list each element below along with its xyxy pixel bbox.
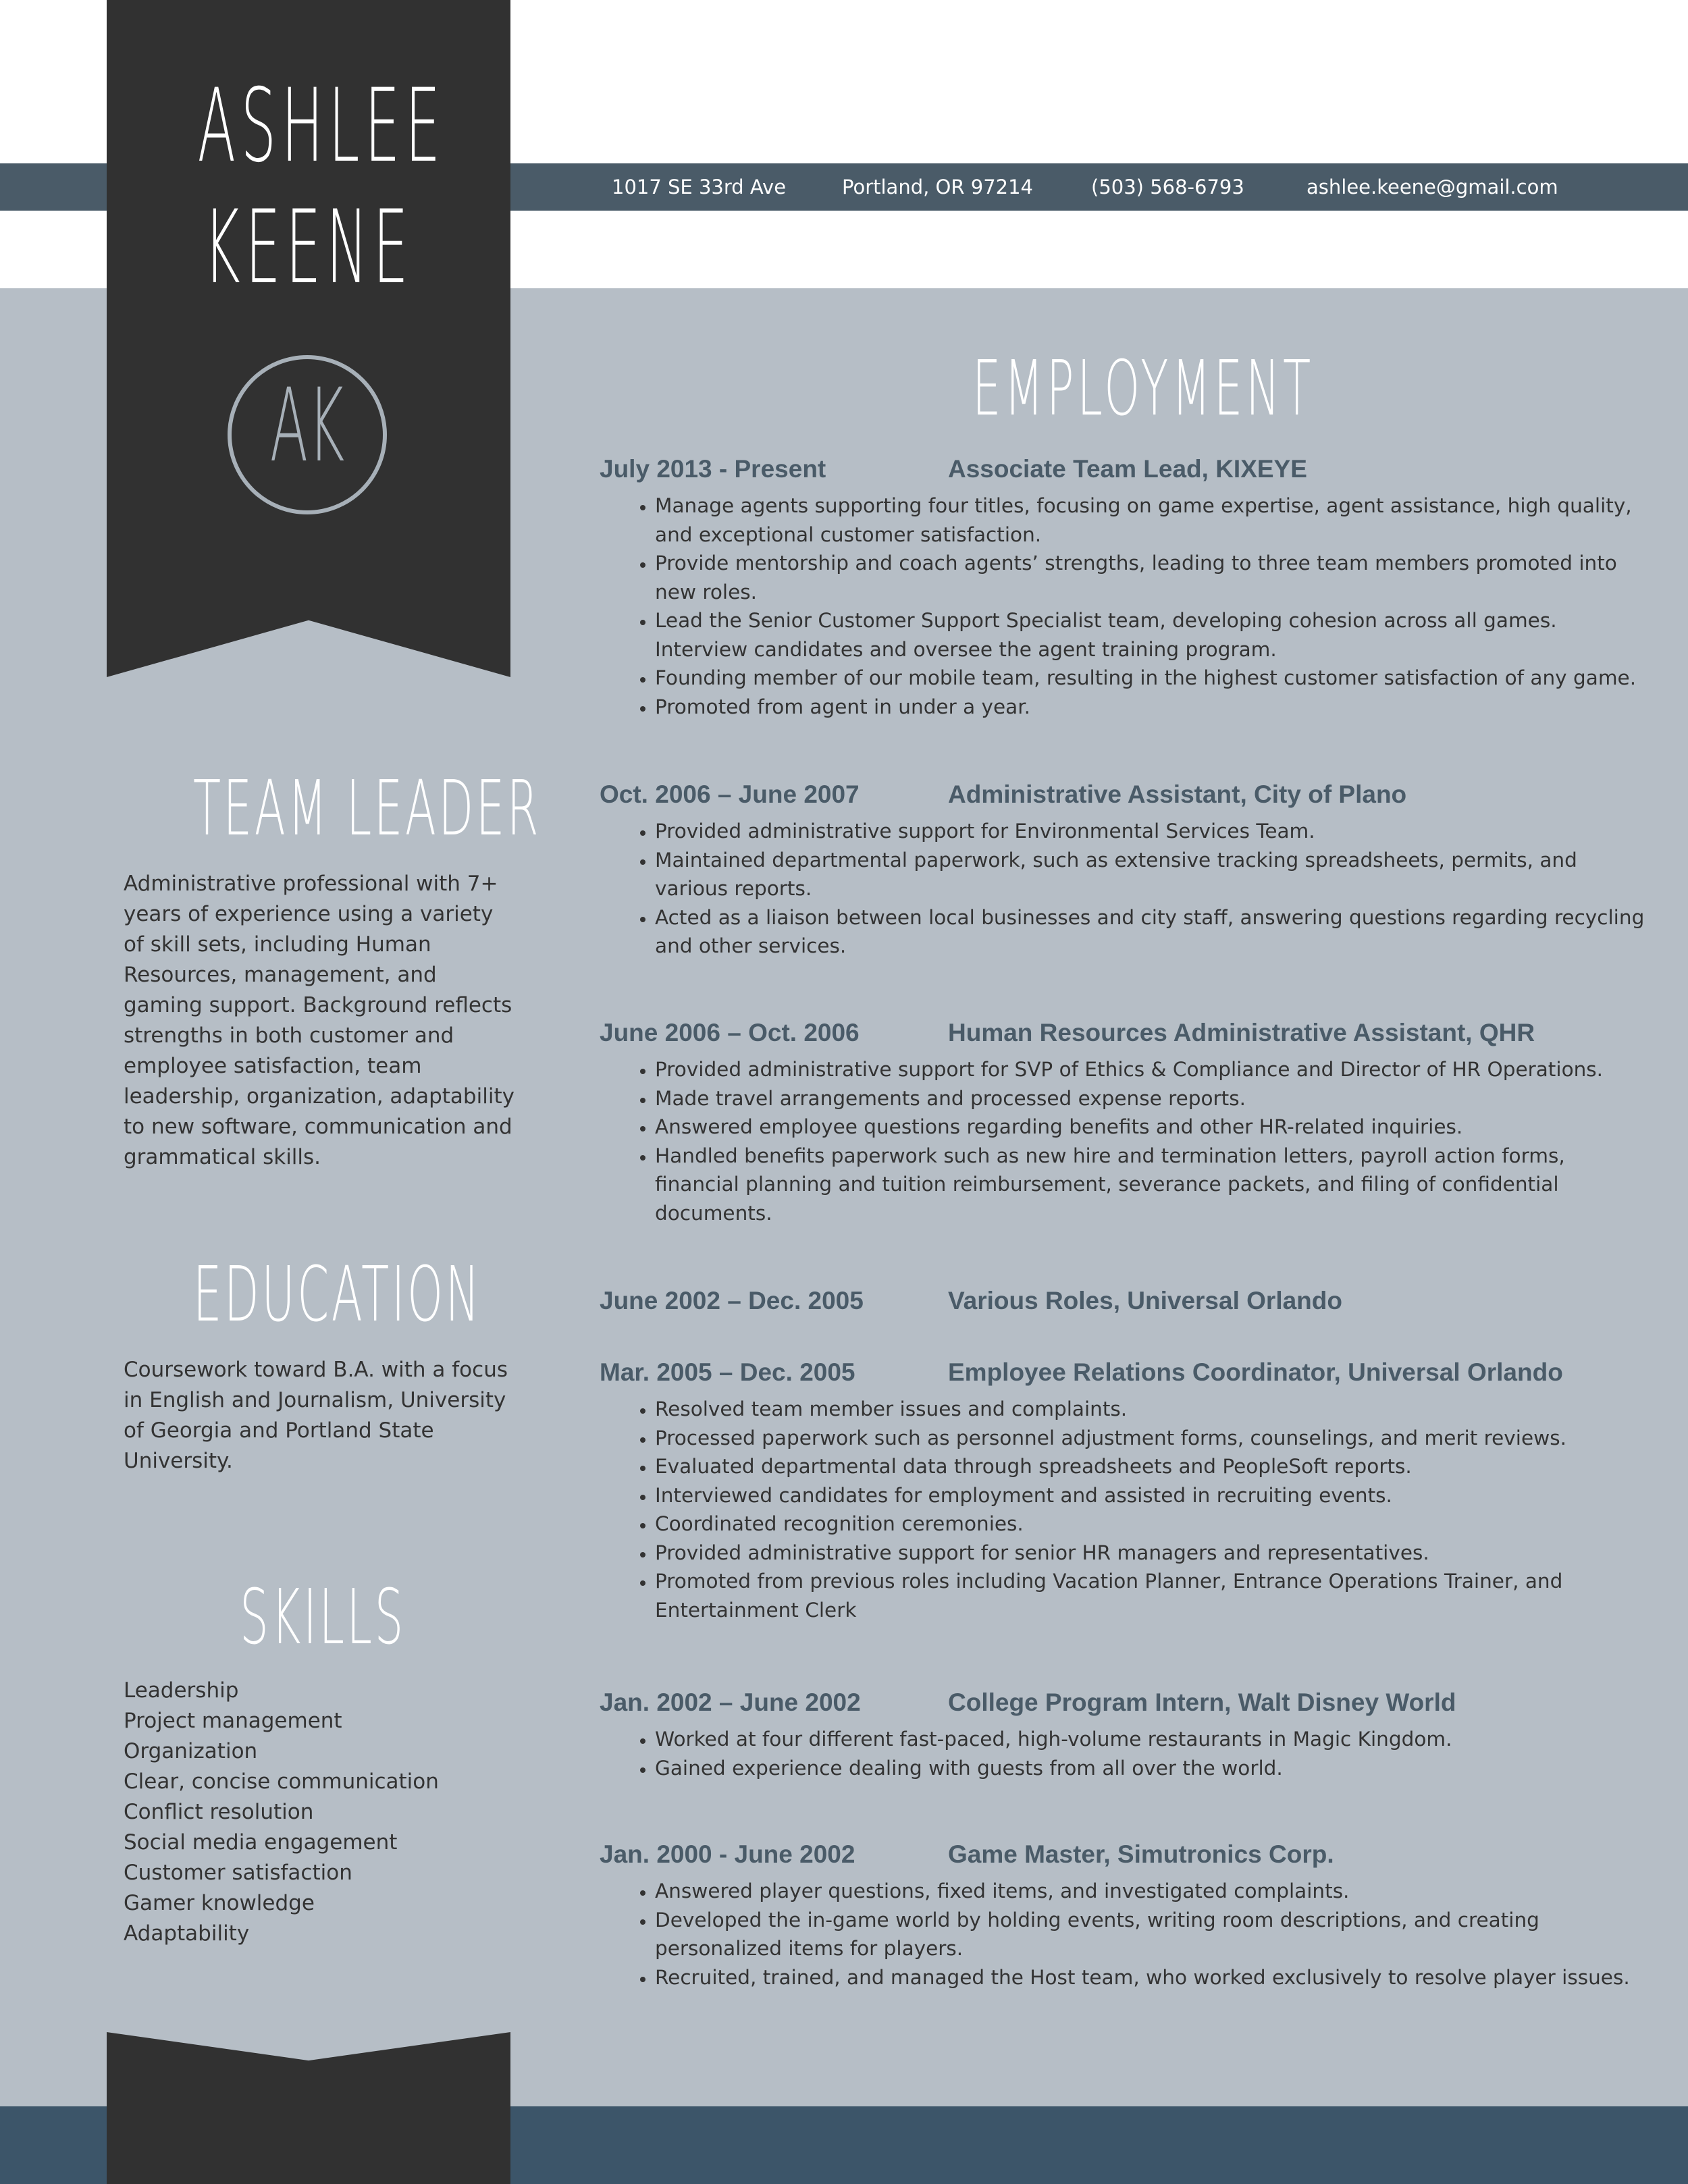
job-bullet: • Answered player questions, fixed items, and investigated complaints. bbox=[655, 1877, 1646, 1906]
job-date: Jan. 2000 - June 2002 bbox=[600, 1840, 855, 1868]
job-entry bbox=[600, 780, 1646, 961]
job-bullet: • Promoted from agent in under a year. bbox=[655, 693, 1646, 722]
job-bullet: • Developed the in-game world by holding events, writing room descriptions, and creating personalized items for players. bbox=[655, 1906, 1646, 1963]
skill-item: Leadership bbox=[124, 1678, 239, 1703]
job-bullet: • Manage agents supporting four titles, focusing on game expertise, agent assistance, high quality, and exceptional customer satisfaction. bbox=[655, 491, 1646, 549]
job-entry bbox=[600, 1840, 1646, 1992]
skills-heading: SKILLS bbox=[240, 1574, 406, 1661]
job-entry bbox=[600, 1019, 1646, 1227]
job-entry bbox=[600, 1358, 1646, 1624]
skill-item: Customer satisfaction bbox=[124, 1861, 352, 1885]
skill-item: Clear, concise communication bbox=[124, 1769, 439, 1794]
job-bullet: • Promoted from previous roles including Vacation Planner, Entrance Operations Trainer, and Entertainment Clerk bbox=[655, 1567, 1646, 1624]
skills-list bbox=[124, 1676, 515, 1949]
job-title: College Program Intern, Walt Disney World bbox=[948, 1688, 1456, 1716]
job-bullet: • Processed paperwork such as personnel adjustment forms, counselings, and merit reviews. bbox=[655, 1424, 1646, 1453]
job-bullet: • Resolved team member issues and complaints. bbox=[655, 1395, 1646, 1424]
contact-phone: (503) 568-6793 bbox=[1091, 176, 1244, 198]
first-name: ASHLEE bbox=[197, 68, 446, 185]
education-text: Coursework toward B.A. with a focus in English and Journalism, University of Georgia and Portland State University. bbox=[124, 1358, 508, 1473]
job-bullet: • Coordinated recognition ceremonies. bbox=[655, 1510, 1646, 1539]
skill-item: Adaptability bbox=[124, 1921, 250, 1946]
profile-heading: TEAM LEADER bbox=[193, 765, 542, 853]
job-bullets bbox=[600, 491, 1646, 721]
job-bullets bbox=[600, 1055, 1646, 1227]
employment-heading: EMPLOYMENT bbox=[972, 345, 1315, 433]
job-bullets bbox=[600, 1725, 1646, 1782]
contact-city: Portland, OR 97214 bbox=[842, 176, 1033, 198]
skill-item: Project management bbox=[124, 1709, 342, 1733]
job-bullet: • Founding member of our mobile team, resulting in the highest customer satisfaction of any game. bbox=[655, 664, 1646, 693]
job-bullet: • Provided administrative support for SVP of Ethics & Compliance and Director of HR Operations. bbox=[655, 1055, 1646, 1084]
job-bullet: • Acted as a liaison between local businesses and city staff, answering questions regarding recycling and other services. bbox=[655, 903, 1646, 961]
job-bullet: • Provided administrative support for Environmental Services Team. bbox=[655, 817, 1646, 846]
job-bullet: • Answered employee questions regarding benefits and other HR-related inquiries. bbox=[655, 1113, 1646, 1142]
profile-text: Administrative professional with 7+ years of experience using a variety of skill sets, including Human Resources, management, and gaming support. Background reflects strengths in both customer and employee satisfaction, team leadership, organization, adaptability to new software, communication and grammatical skills. bbox=[124, 872, 515, 1169]
monogram-text: AK bbox=[269, 367, 345, 485]
job-date: June 2002 – Dec. 2005 bbox=[600, 1287, 864, 1314]
job-title: Administrative Assistant, City of Plano bbox=[948, 780, 1407, 808]
job-bullet: • Made travel arrangements and processed expense reports. bbox=[655, 1084, 1646, 1113]
contact-email: ashlee.keene@gmail.com bbox=[1307, 176, 1558, 198]
job-bullets bbox=[600, 1877, 1646, 1992]
job-bullet: • Recruited, trained, and managed the Host team, who worked exclusively to resolve player issues. bbox=[655, 1963, 1646, 1992]
job-bullet: • Handled benefits paperwork such as new hire and termination letters, payroll action forms, financial planning and tuition reimbursement, severance packets, and filing of confidential documents. bbox=[655, 1142, 1646, 1228]
job-title: Associate Team Lead, KIXEYE bbox=[948, 455, 1307, 483]
job-entry bbox=[600, 1688, 1646, 1782]
job-title: Game Master, Simutronics Corp. bbox=[948, 1840, 1334, 1868]
job-bullets bbox=[600, 1395, 1646, 1624]
monogram-logo bbox=[226, 354, 388, 516]
job-title: Various Roles, Universal Orlando bbox=[948, 1287, 1342, 1314]
skill-item: Organization bbox=[124, 1739, 258, 1763]
skill-item: Gamer knowledge bbox=[124, 1891, 315, 1915]
skill-item: Conflict resolution bbox=[124, 1800, 314, 1824]
job-bullet: • Interviewed candidates for employment and assisted in recruiting events. bbox=[655, 1481, 1646, 1510]
job-title: Employee Relations Coordinator, Universal Orlando bbox=[948, 1358, 1563, 1386]
job-bullet: • Lead the Senior Customer Support Specialist team, developing cohesion across all games. Interview candidates and oversee the agent training program. bbox=[655, 606, 1646, 664]
job-date: June 2006 – Oct. 2006 bbox=[600, 1019, 860, 1046]
contact-address: 1017 SE 33rd Ave bbox=[612, 176, 787, 198]
job-bullet: • Worked at four different fast-paced, high-volume restaurants in Magic Kingdom. bbox=[655, 1725, 1646, 1754]
job-bullet: • Evaluated departmental data through spreadsheets and PeopleSoft reports. bbox=[655, 1452, 1646, 1481]
job-entry bbox=[600, 1287, 1646, 1318]
job-bullet: • Provide mentorship and coach agents’ strengths, leading to three team members promoted into new roles. bbox=[655, 549, 1646, 606]
job-bullets bbox=[600, 817, 1646, 961]
education-heading: EDUCATION bbox=[193, 1251, 482, 1339]
job-entry bbox=[600, 455, 1646, 721]
job-bullet: • Gained experience dealing with guests from all over the world. bbox=[655, 1754, 1646, 1783]
job-date: July 2013 - Present bbox=[600, 455, 826, 483]
skill-item: Social media engagement bbox=[124, 1830, 398, 1855]
job-title: Human Resources Administrative Assistant, QHR bbox=[948, 1019, 1535, 1046]
job-date: Jan. 2002 – June 2002 bbox=[600, 1688, 861, 1716]
job-bullet: • Provided administrative support for senior HR managers and representatives. bbox=[655, 1539, 1646, 1568]
last-name: KEENE bbox=[203, 189, 414, 307]
job-date: Mar. 2005 – Dec. 2005 bbox=[600, 1358, 855, 1386]
job-date: Oct. 2006 – June 2007 bbox=[600, 780, 860, 808]
job-bullet: • Maintained departmental paperwork, such as extensive tracking spreadsheets, permits, and various reports. bbox=[655, 846, 1646, 903]
